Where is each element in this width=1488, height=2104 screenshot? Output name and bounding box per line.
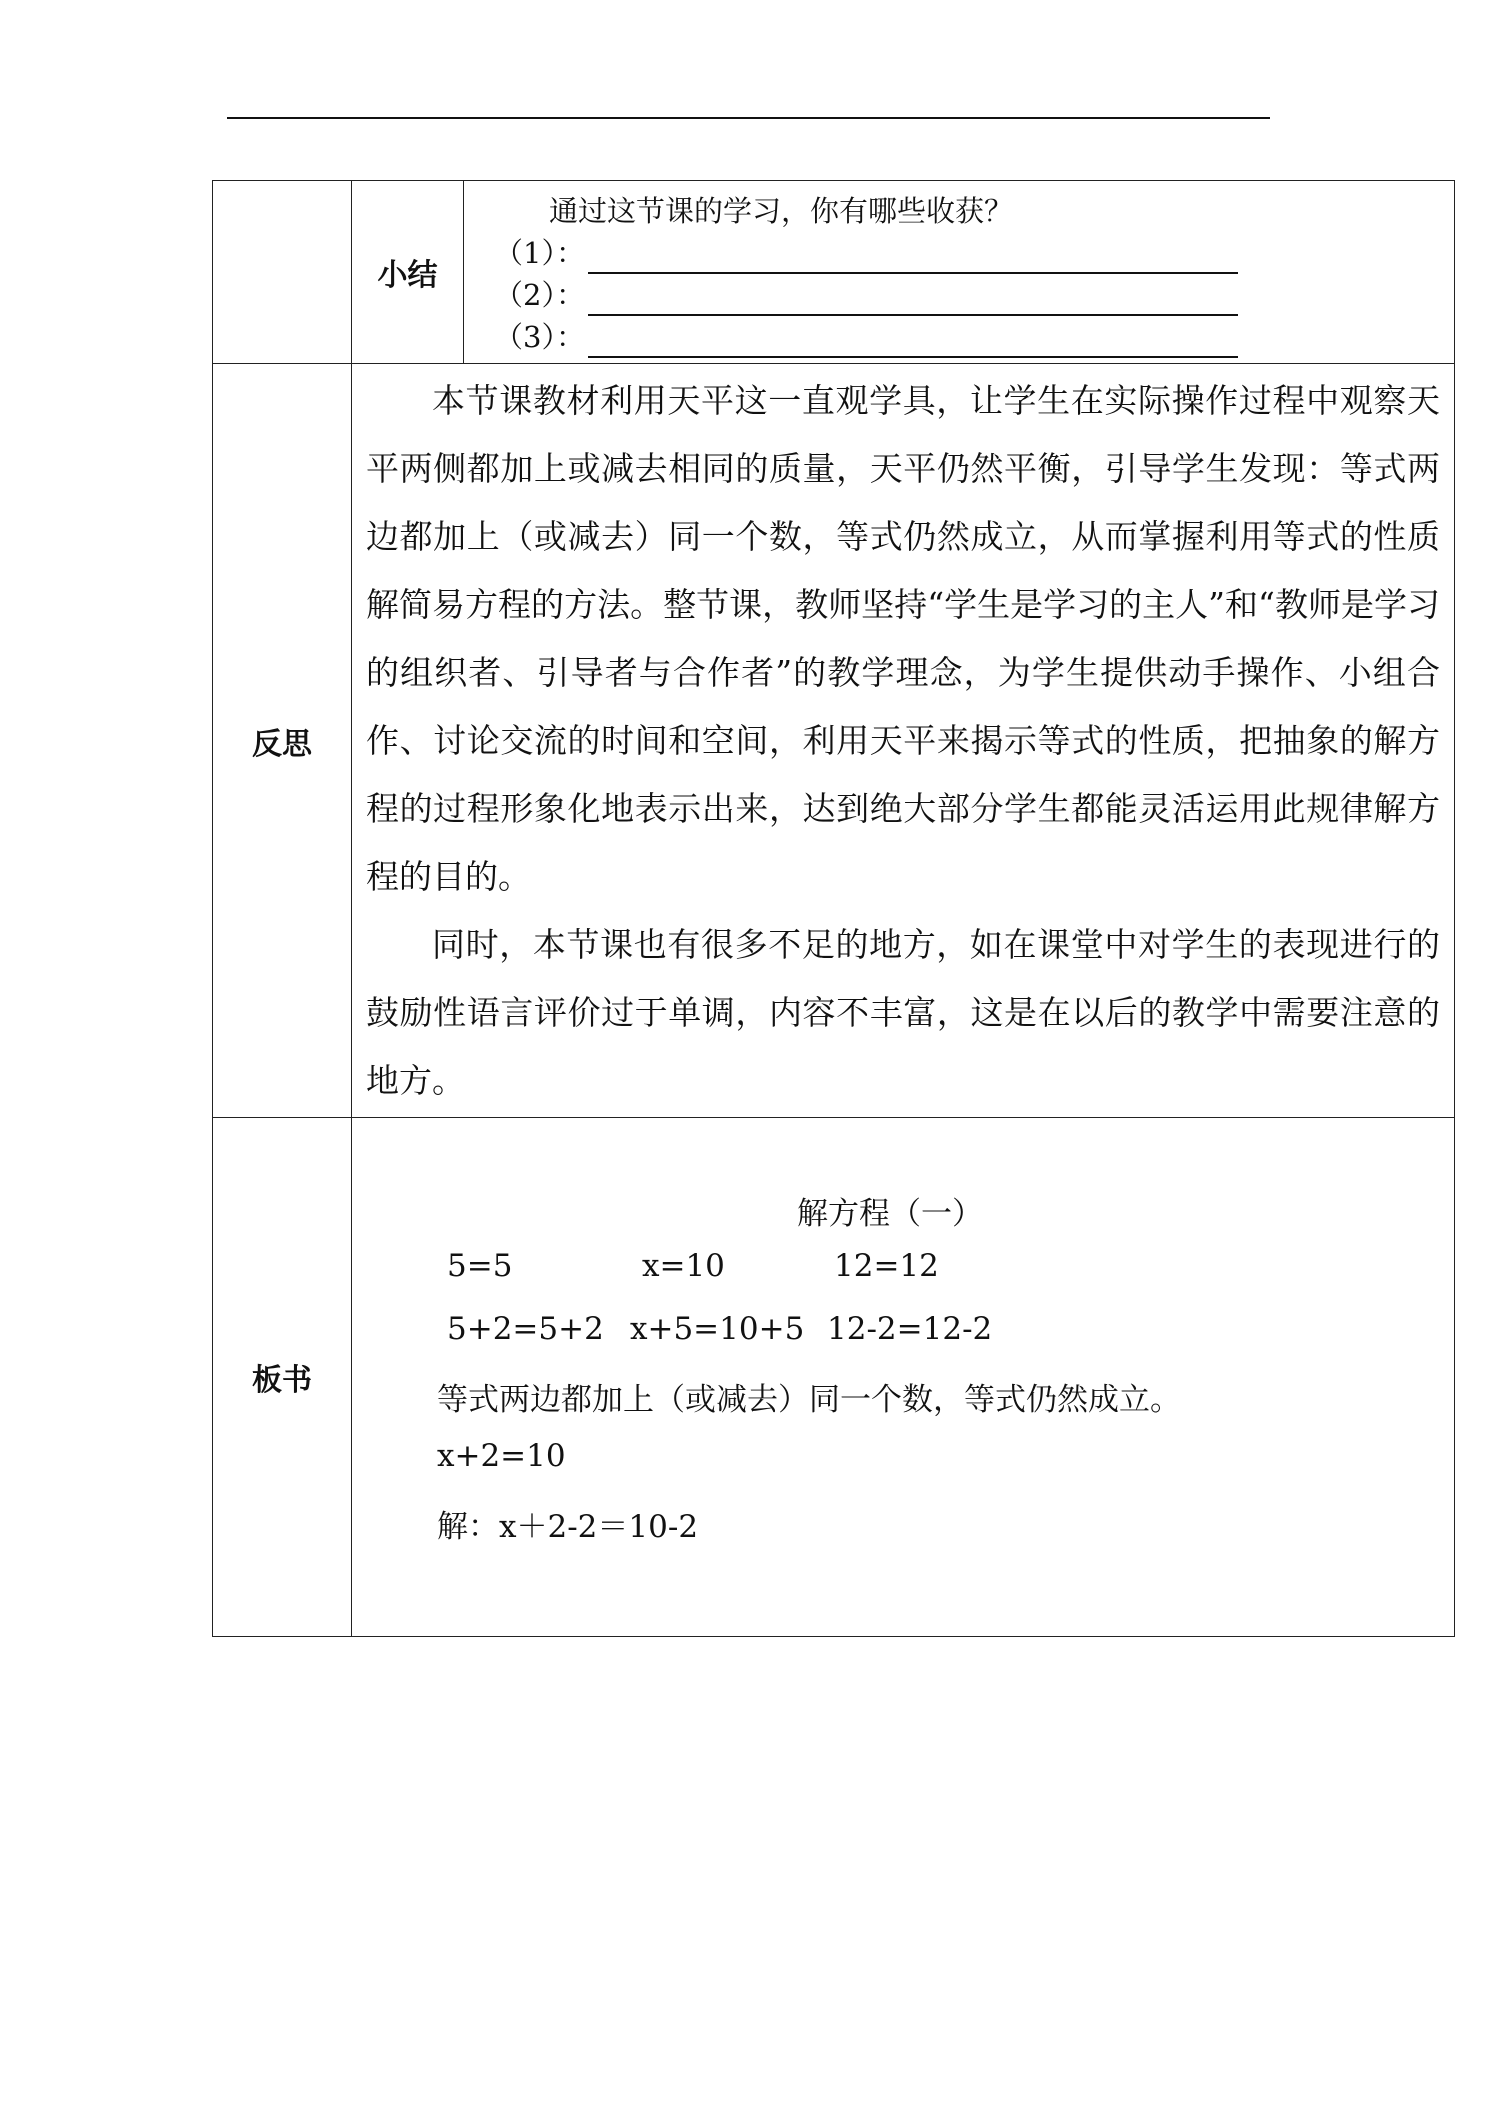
summary-blank-1: [494, 232, 1440, 274]
summary-empty-cell: [213, 181, 352, 364]
header-rule: [227, 117, 1270, 119]
blank-label: （2）：: [494, 278, 585, 312]
reflection-paragraph-2: 同时，本节课也有很多不足的地方，如在课堂中对学生的表现进行的鼓励性语言评价过于单调，内容不丰富，这是在以后的教学中需要注意的地方。: [366, 924, 1440, 1100]
board-row: [213, 1118, 1455, 1637]
reflection-paragraph-1: 本节课教材利用天平这一直观学具，让学生在实际操作过程中观察天平两侧都加上或减去相同的质量，天平仍然平衡，引导学生发现：等式两边都加上（或减去）同一个数，等式仍然成立，从而掌握利用等式的性质解简易方程的方法。整节课，教师坚持“学生是学习的主人”和“教师是学习的组织者、引导者与合作者”的教学理念，为学生提供动手操作、小组合作、讨论交流的时间和空间，利用天平来揭示等式的性质，把抽象的解方程的过程形象化地表示出来，达到绝大部分学生都能灵活运用此规律解方程的目的。: [366, 380, 1440, 896]
board-equation: x+2=10: [437, 1438, 566, 1474]
reflection-row: [213, 364, 1455, 1118]
board-cell: [352, 1118, 1455, 1637]
board-equation: x=10: [642, 1248, 725, 1284]
reflection-cell: [352, 364, 1455, 1118]
blank-label: （1）：: [494, 236, 585, 270]
board-equation: 5+2=5+2: [447, 1311, 604, 1347]
board-equation: 5=5: [447, 1248, 513, 1284]
summary-blank-2: [494, 274, 1440, 316]
reflection-category: 反思: [213, 364, 352, 1118]
board-title: 解方程（一）: [797, 1196, 983, 1232]
blank-label: （3）：: [494, 320, 585, 354]
board-rule: 等式两边都加上（或减去）同一个数，等式仍然成立。: [437, 1382, 1181, 1418]
summary-cell: [464, 181, 1455, 364]
board-equation: x+5=10+5: [630, 1311, 805, 1347]
lesson-table: [212, 180, 1455, 1637]
board-equation: 12-2=12-2: [827, 1311, 993, 1347]
board-category: 板书: [213, 1118, 352, 1637]
summary-row: [213, 181, 1455, 364]
board-solution: 解：x＋2-2＝10-2: [437, 1509, 699, 1545]
blank-answer-line: [588, 244, 1238, 274]
summary-category: 小结: [352, 181, 464, 364]
blank-answer-line: [588, 286, 1238, 316]
blank-answer-line: [588, 328, 1238, 358]
board-equation: 12=12: [834, 1248, 939, 1284]
summary-blank-3: [494, 316, 1440, 358]
summary-question: 通过这节课的学习，你有哪些收获？: [549, 194, 1014, 228]
